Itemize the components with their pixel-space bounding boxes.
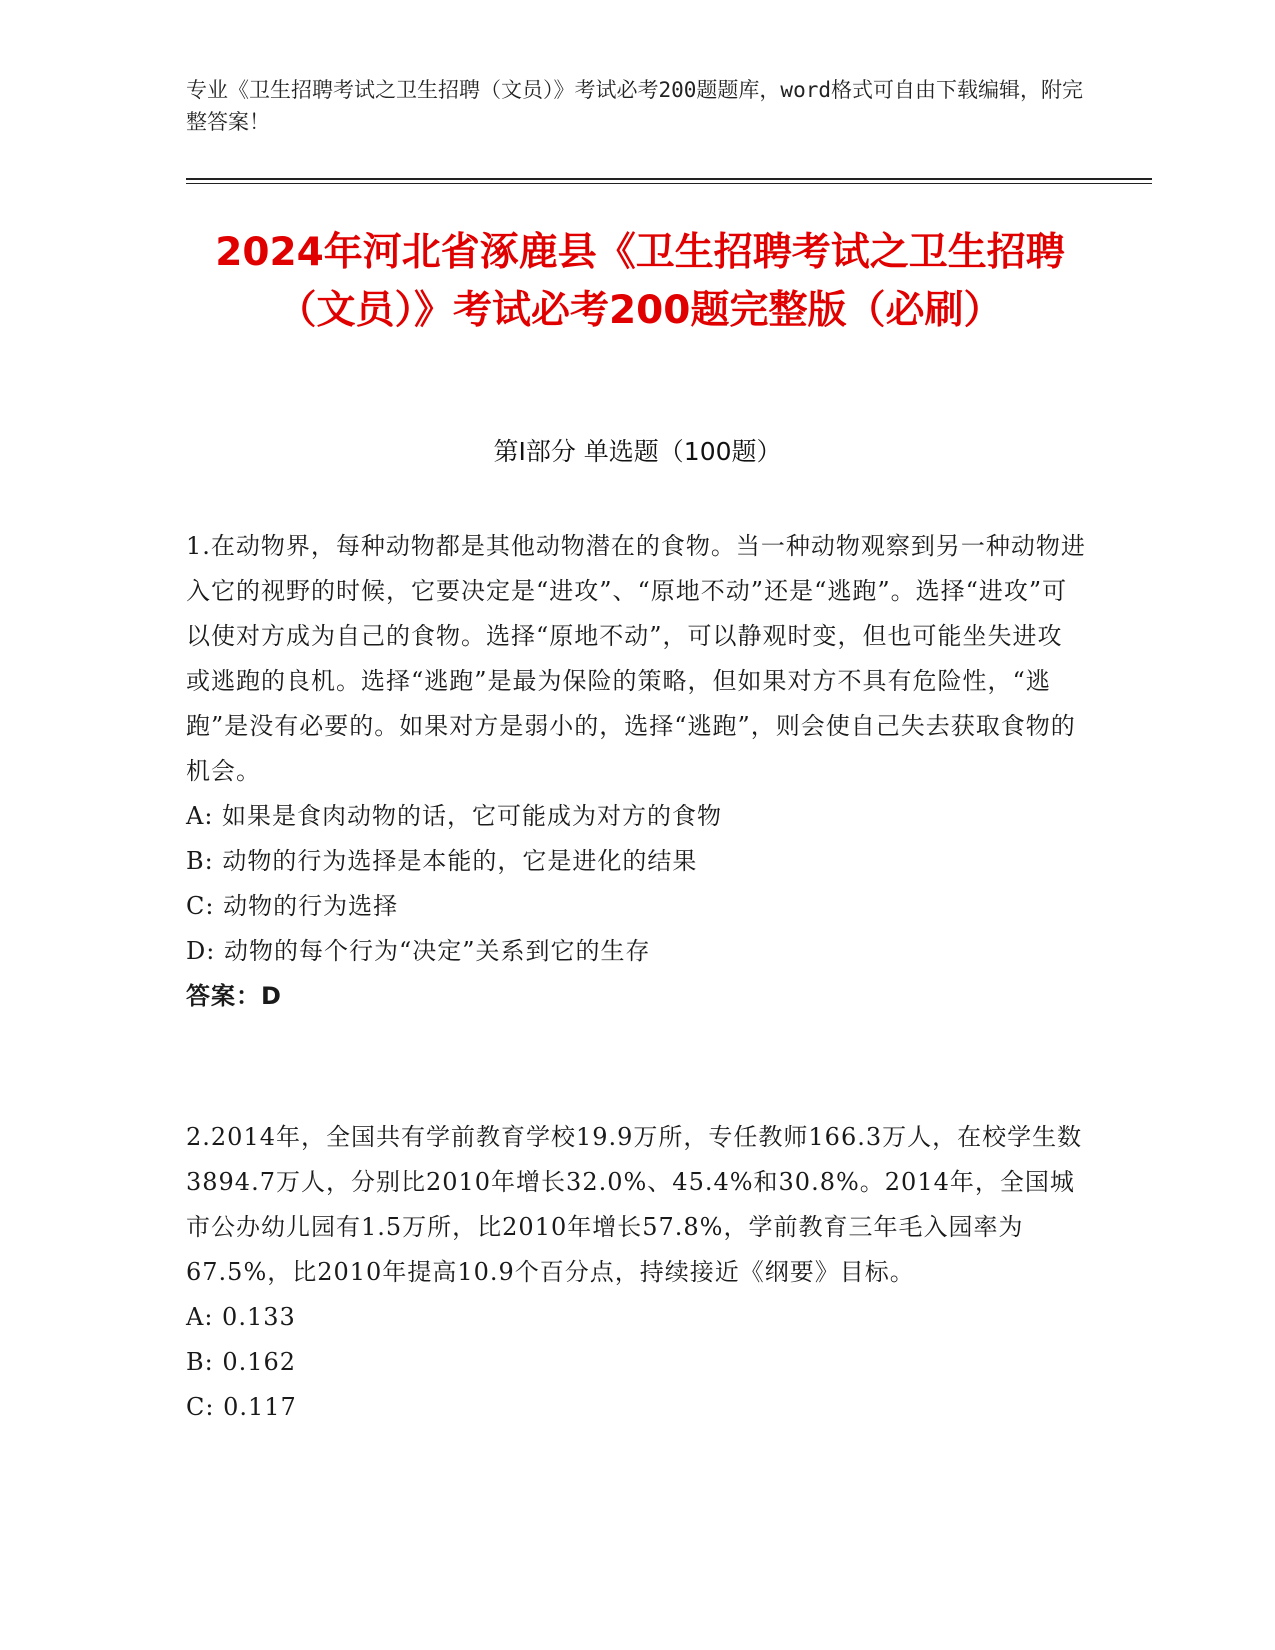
header-note: 专业《卫生招聘考试之卫生招聘（文员）》考试必考200题题库，word格式可自由下载编辑，附完整答案！ (186, 78, 1083, 134)
option-a: A: 0.133 (186, 1303, 296, 1331)
answer-label: 答案：D (186, 982, 282, 1010)
question-stem: 1.在动物界，每种动物都是其他动物潜在的食物。当一种动物观察到另一种动物进入它的视野的时候，它要决定是“进攻”、“原地不动”还是“逃跑”。选择“进攻”可以使对方成为自己的食物。选择“原地不动”，可以静观时变，但也可能坐失进攻或逃跑的良机。选择“逃跑”是最为保险的策略，但如果对方不具有危险性，“逃跑”是没有必要的。如果对方是弱小的，选择“逃跑”，则会使自己失去获取食物的机会。 (186, 532, 1086, 785)
option-b: B: 0.162 (186, 1348, 297, 1376)
header-rule-thick (186, 178, 1152, 180)
question-stem: 2.2014年，全国共有学前教育学校19.9万所，专任教师166.3万人，在校学生数3894.7万人，分别比2010年增长32.0%、45.4%和30.8%。2014年，全国城市公办幼儿园有1.5万所，比2010年增长57.8%，学前教育三年毛入园率为67.5%，比2010年提高10.9个百分点，持续接近《纲要》目标。 (186, 1123, 1083, 1286)
option-d: D: 动物的每个行为“决定”关系到它的生存 (186, 937, 651, 965)
header-rule-thin (186, 183, 1152, 184)
option-a: A: 如果是食肉动物的话，它可能成为对方的食物 (186, 802, 723, 830)
option-c: C: 0.117 (186, 1393, 297, 1421)
section-heading: 第Ⅰ部分 单选题（100题） (493, 437, 782, 466)
option-c: C: 动物的行为选择 (186, 892, 399, 920)
option-b: B: 动物的行为选择是本能的，它是进化的结果 (186, 847, 698, 875)
document-title: 2024年河北省涿鹿县《卫生招聘考试之卫生招聘（文员）》考试必考200题完整版（必刷） (215, 230, 1065, 333)
question-1 (186, 524, 1086, 1019)
question-2 (186, 1115, 1086, 1430)
